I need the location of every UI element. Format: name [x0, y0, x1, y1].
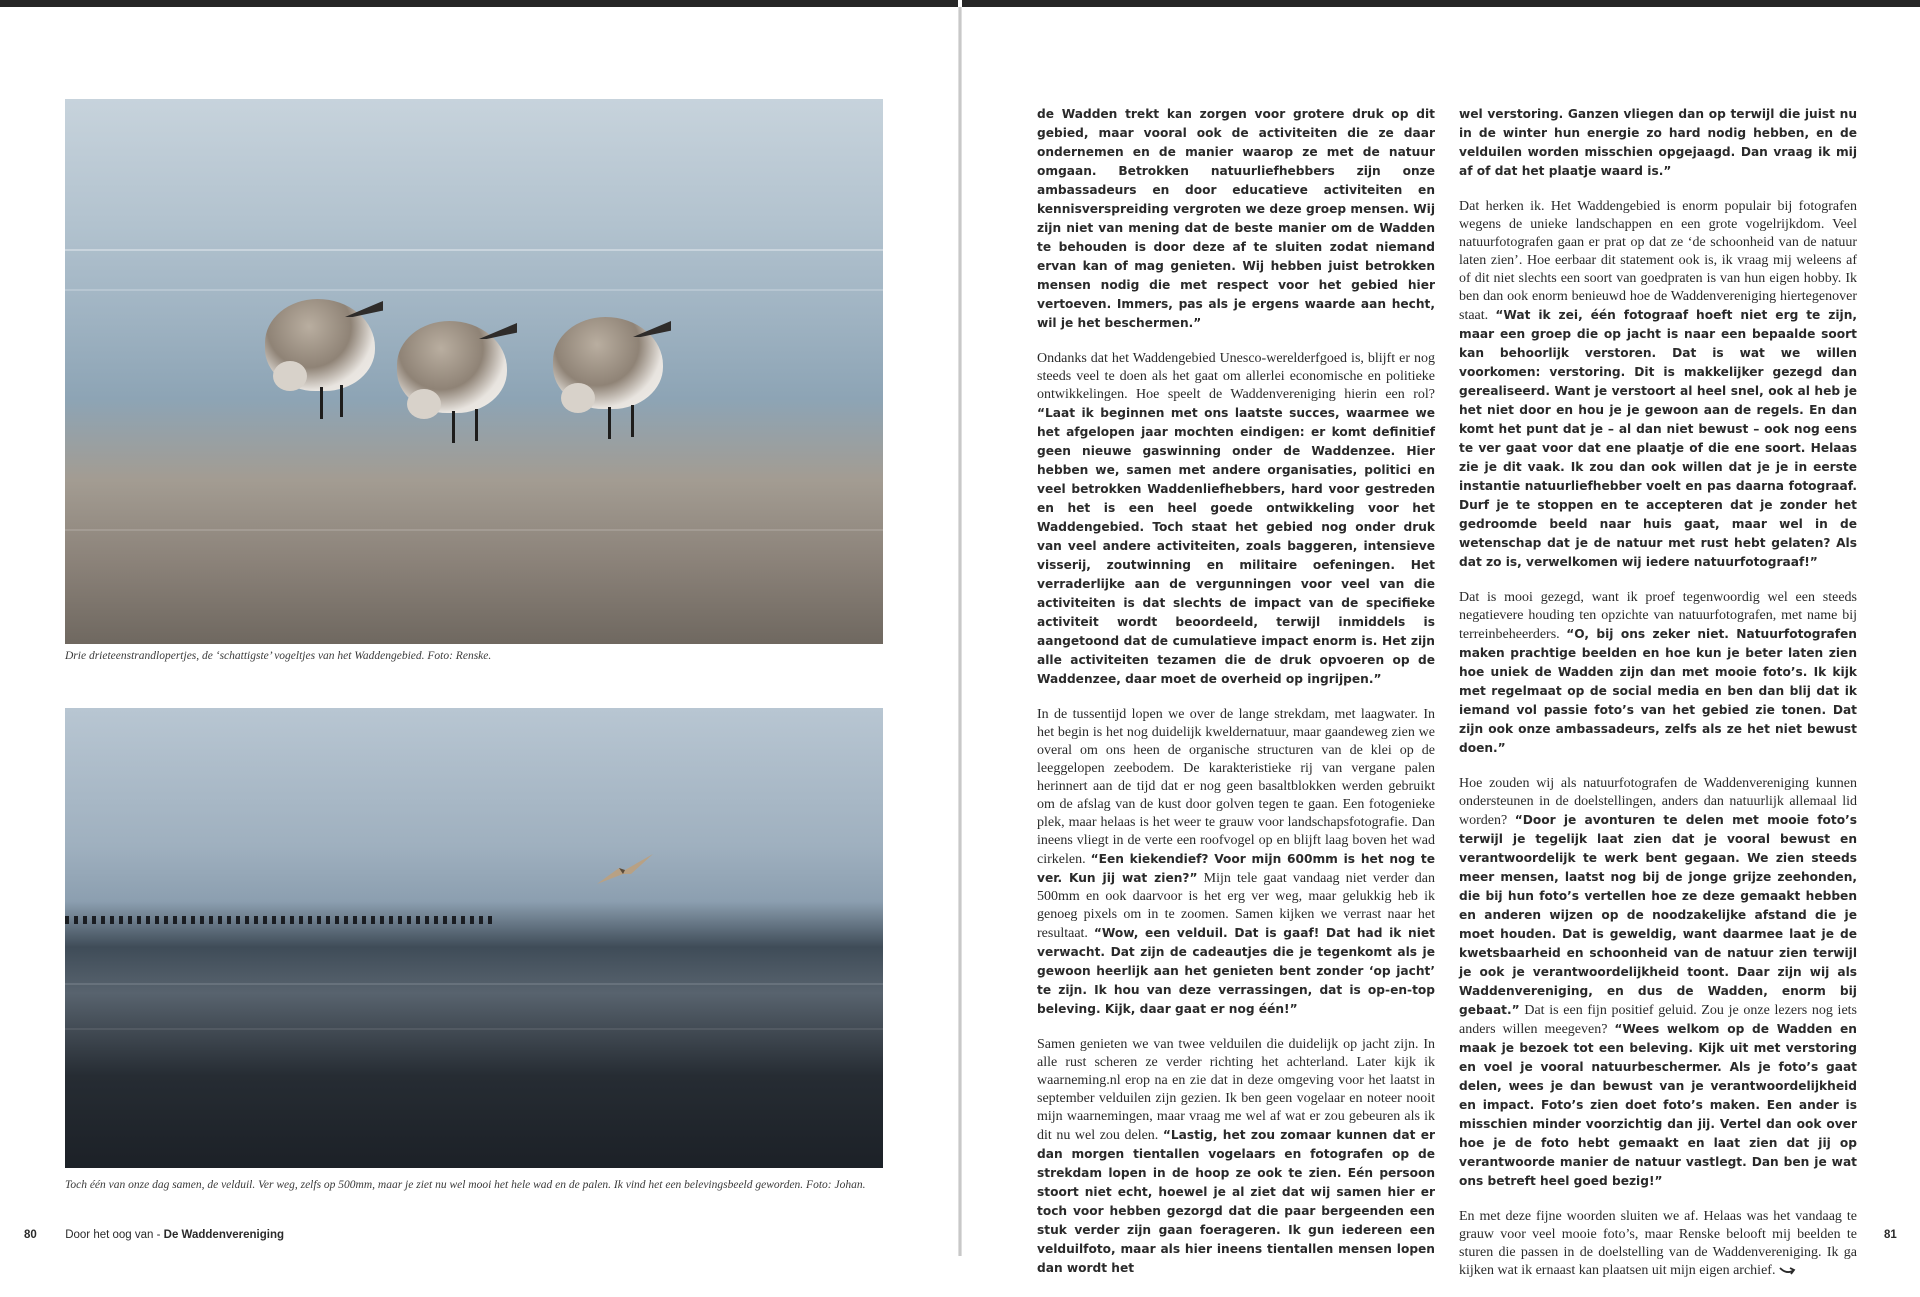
running-head-bold: De Waddenvereniging — [163, 1229, 284, 1241]
water-glint — [65, 249, 883, 251]
sanderling-bird — [265, 299, 375, 391]
top-rule-right — [962, 0, 1920, 7]
quote-text: “Door je avonturen te delen met mooie foto’s terwijl je tegelijk laat zien dat je vooral bewust en verantwoordelijk te werk bent gegaan. We zien steeds meer mensen, laatst nog bij de jonge grijze zeehonden, die bij hun foto’s vertellen hoe ze deze gemaakt hebben en anderen wijzen op de noodzakelijke afstand die je moet houden. Dat is geweldig, want daarmee laat je de kwetsbaarheid en schoonheid van de natuur zien terwijl je ook je verantwoordelijkheid toont. Daar zijn wij als Waddenvereniging, en dus de Wadden, enorm bij gebaat.” — [1459, 813, 1858, 1017]
sanderlings-photo — [65, 99, 883, 644]
end-mark-icon — [1779, 1265, 1797, 1277]
page-gutter — [958, 7, 962, 1256]
paragraph — [1037, 1036, 1435, 1278]
page-number-right: 81 — [1884, 1229, 1897, 1241]
quote-text: “Lastig, het zou zomaar kunnen dat er dan morgen tientallen vogelaars en fotografen op de strekdam lopen in de hoop ze ook te zien. Eén persoon stoort niet echt, hoewel je al ziet dat wij samen hier er toch voor hebben gezorgd dat die paar bergeenden een stuk verder zijn gaan foerageren. Ik gun iedereen een velduilfoto, maar als hier ineens tientallen mensen lopen dan wordt het — [1037, 1128, 1435, 1275]
water-glint — [65, 983, 883, 985]
paragraph — [1459, 198, 1857, 572]
quote-text: “O, bij ons zeker niet. Natuurfotografen maken prachtige beelden en hoe kun je beter laten zien hoe uniek de Wadden zijn dan met mooie foto’s. Ik kijk met regelmaat op de social media en ben dan blij dat ik iemand vol passie foto’s van het gebied zie tonen. Dat zijn ook onze ambassadeurs, zelfs als ze het niet bewust doen.” — [1459, 627, 1857, 755]
sanderling-bird — [397, 321, 507, 413]
owl-icon — [595, 848, 655, 888]
quote-text: de Wadden trekt kan zorgen voor grotere druk op dit gebied, maar vooral ook de activiteiten die ze daar ondernemen en de manier waarop ze met de natuur omgaan. Betrokken natuurliefhebbers zijn onze ambassadeurs en door educatieve activiteiten en kennisverspreiding vergroten we deze groep mensen. Wij zijn niet van mening dat de beste manier om de Wadden te behouden is door deze af te sluiten zodat niemand ervan kan of mag genieten. Wij hebben juist betrokken mensen nodig die met respect voor het gebied hier vertoeven. Immers, pas als je ergens waarde aan hecht, wil je het beschermen.” — [1037, 107, 1435, 330]
top-rule-left — [0, 0, 958, 7]
water-glint — [65, 529, 883, 531]
short-eared-owl-photo — [65, 708, 883, 1168]
quote-text: wel verstoring. Ganzen vliegen dan op terwijl die juist nu in de winter hun energie zo hard nodig hebben, en de velduilen worden misschien opgejaagd. Dan vraag ik mij af of dat het plaatje waard is.” — [1459, 107, 1857, 178]
article-column-2 — [1459, 105, 1857, 1297]
body-text: En met deze fijne woorden sluiten we af. Helaas was het vandaag te grauw voor veel mooie foto’s, maar Renske belooft mij beelden te sturen die passen in de doelstelling van de Waddenvereniging. Ik ga kijken wat ik ernaast kan plaatsen uit mijn eigen archief. — [1459, 1209, 1857, 1278]
body-text: Dat is een fijn positief geluid. Zou je onze lezers nog iets anders willen meegeven? — [1459, 1003, 1857, 1037]
folio-right — [1884, 1229, 1897, 1241]
quote-text: “Een kiekendief? Voor mijn 600mm is het nog te ver. Kun jij wat zien?” — [1037, 852, 1435, 885]
body-text: In de tussentijd lopen we over de lange strekdam, met laagwater. In het begin is het nog duidelijk kweldernatuur, maar gaandeweg zien we overal om ons heen de organische structuren van de klei op de leeggelopen zeebodem. De karakteristieke rij van vergane palen herinnert aan de tijd dat er nog geen basaltblokken werden gebruikt om de afslag van de kust door golven tegen te gaan. Een fotogenieke plek, maar helaas is het weer te grauw voor landschapsfotografie. Dan ineens vliegt in de verte een roofvogel op en blijft laag boven het wad cirkelen. — [1037, 707, 1435, 867]
body-text: Samen genieten we van twee velduilen die duidelijk op jacht zijn. In alle rust scheren ze verder richting het achterland. Later kijk ik waarneming.nl erop na en zie dat in deze omgeving voor het laatst in september velduilen zijn gezien. Ik ben geen vogelaar en noteer nooit mijn waarnemingen, maar vraag me wel af wat er zou gebeuren als ik dit nu wel zou delen. — [1037, 1037, 1435, 1143]
body-text: Dat is mooi gezegd, want ik proef tegenwoordig wel een steeds negatievere houding ten opzichte van natuurfotografen, met name bij terreinbeheerders. — [1459, 590, 1857, 642]
paragraph — [1037, 350, 1435, 689]
photo1-caption: Drie drieteenstrandlopertjes, de ‘schattigste’ vogeltjes van het Waddengebied. Foto: Renske. — [65, 650, 492, 662]
water-glint — [65, 289, 883, 291]
paragraph — [1459, 589, 1857, 758]
paragraph — [1037, 105, 1435, 333]
wooden-poles — [65, 916, 495, 924]
paragraph — [1037, 706, 1435, 1019]
running-head-prefix: Door het oog van - — [65, 1229, 164, 1241]
body-text: Hoe zouden wij als natuurfotografen de Waddenvereniging kunnen ondersteunen in de doelstellingen, anders dan natuurlijk allemaal lid worden? — [1459, 776, 1857, 828]
paragraph — [1459, 775, 1857, 1191]
quote-text: “Laat ik beginnen met ons laatste succes, waarmee we het afgelopen jaar mochten eindigen: er komt definitief geen nieuwe gaswinning onder de Waddenzee. Hier hebben we, samen met andere organisaties, politici en veel betrokken Waddenliefhebbers, hard voor gestreden en het is een heel goede ontwikkeling voor het Waddengebied. Toch staat het gebied nog onder druk van veel andere activiteiten, zoals baggeren, intensieve visserij, zoutwinning en militaire oefeningen. Het verraderlijke aan de vergunningen voor veel van die activiteiten is dat slechts de impact van de specifieke activiteit wordt beoordeeld, terwijl inmiddels is aangetoond dat de cumulatieve impact enorm is. Het zijn alle activiteiten tezamen die de druk opvoeren op de Waddenzee, daar moet de overheid op ingrijpen.” — [1037, 406, 1435, 686]
sanderling-bird — [553, 317, 663, 409]
article-column-1 — [1037, 105, 1435, 1295]
quote-text: “Wow, een velduil. Dat is gaaf! Dat had ik niet verwacht. Dat zijn de cadeautjes die je tegenkomt als je gewoon heerlijk aan het genieten bent zonder ‘op jacht’ te zijn. Ik hou van deze verrassingen, dat is op-en-top beleving. Kijk, daar gaat er nog één!” — [1037, 926, 1436, 1016]
quote-text: “Wat ik zei, één fotograaf hoeft niet erg te zijn, maar een groep die op jacht is naar een bepaalde soort kan behoorlijk verstoren. Dat is wat we willen voorkomen: verstoring. Dit is makkelijker gezegd dan gerealiseerd. Want je verstoort al heel snel, ook al heb je het niet door en hou je je gewoon aan de regels. En dan komt het punt dat je – al dan niet bewust – ook nog eens te ver gaat voor dat ene plaatje of die ene soort. Helaas zie je dit vaak. Ik zou dan ook willen dat je je in eerste instantie natuurliefhebber voelt en pas daarna fotograaf. Durf je te stoppen en te accepteren dat je zonder het gedroomde beeld naar huis gaat, maar wel in de wetenschap dat je de natuur met rust hebt gelaten? Als dat zo is, verwelkomen wij iedere natuurfotograaf!” — [1459, 308, 1857, 569]
page-number-left: 80 — [24, 1229, 37, 1241]
paragraph — [1459, 105, 1857, 181]
water-glint — [65, 1028, 883, 1030]
body-text: Ondanks dat het Waddengebied Unesco-werelderfgoed is, blijft er nog steeds veel te doen als het gaat om allerlei economische en politieke ontwikkelingen. Hoe speelt de Waddenvereniging hierin een rol? — [1037, 351, 1435, 402]
photo2-caption: Toch één van onze dag samen, de velduil. Ver weg, zelfs op 500mm, maar je ziet nu wel mooi het hele wad en de palen. Ik vind het een belevingsbeeld geworden. Foto: Johan. — [65, 1179, 866, 1191]
body-text: Dat herken ik. Het Waddengebied is enorm populair bij fotografen wegens de unieke landschappen en een grote vogelrijkdom. Veel natuurfotografen gaan er prat op dat ze ‘de schoonheid van de natuur laten zien’. Hoe eerbaar dit statement ook is, ik vraag mij weleens af of dit niet slechts een soort van goedpraten is van hun eigen hobby. Ik ben dan ook enorm benieuwd hoe de Waddenvereniging hiertegenover staat. — [1459, 199, 1857, 323]
paragraph — [1459, 1208, 1857, 1280]
quote-text: “Wees welkom op de Wadden en maak je bezoek tot een beleving. Kijk uit met verstoring en voel je vooral natuurbeschermer. Als je foto’s gaat delen, wees je dan bewust van je verantwoordelijkheid en impact. Foto’s zien doet foto’s maken. Een ander is misschien minder voorzichtig dan jij. Vertel dan ook over hoe je de foto hebt gemaakt en laat zien dat jij op verantwoorde manier de natuur vastlegt. Dan ben je wat ons betreft heel goed bezig!” — [1459, 1022, 1857, 1188]
body-text: Mijn tele gaat vandaag niet verder dan 500mm en ook daarvoor is het erg ver weg, maar gelukkig heb ik genoeg pixels om in te zoomen. Samen kijken we verrast naar het resultaat. — [1037, 871, 1435, 941]
folio-left — [24, 1229, 284, 1241]
